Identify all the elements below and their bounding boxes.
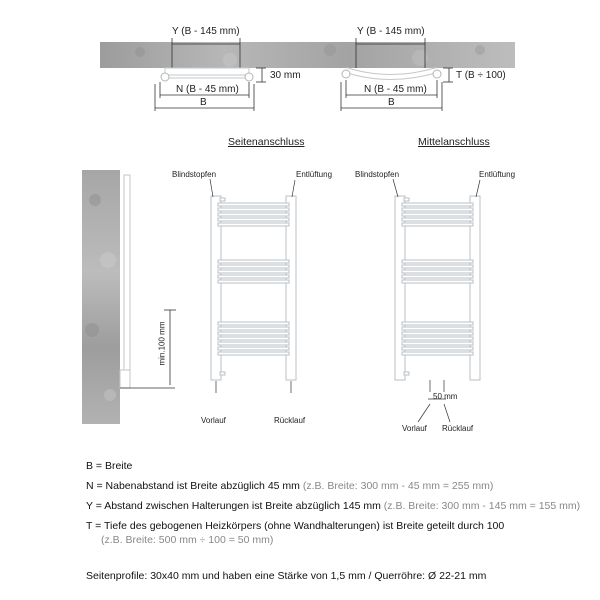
legend-b: B = Breite	[86, 460, 133, 472]
right-diagram-title: Mittelanschluss	[418, 136, 490, 148]
side-wall	[82, 170, 120, 424]
top-right-t-label: T (B ÷ 100)	[456, 70, 506, 81]
cross-tube	[402, 270, 473, 273]
top-right-t-dimension	[443, 68, 453, 82]
top-wall	[100, 42, 515, 68]
cross-tube	[218, 270, 289, 273]
legend-y: Y = Abstand zwischen Halterungen ist Breite abzüglich 145 mm (z.B. Breite: 300 mm - 145 mm = 155 mm)	[86, 500, 581, 512]
left-radiator	[211, 196, 296, 380]
top-right-b-label: B	[388, 97, 395, 108]
left-entlueftung-label: Entlüftung	[296, 170, 333, 179]
cross-tube	[402, 322, 473, 325]
cross-tube	[402, 337, 473, 340]
cross-tube	[218, 347, 289, 350]
cross-tube	[402, 352, 473, 355]
end-cap	[220, 198, 225, 201]
end-cap	[404, 198, 409, 201]
cross-tube	[402, 332, 473, 335]
top-left-n-label: N (B - 45 mm)	[176, 84, 239, 95]
end-cap	[404, 372, 409, 375]
top-right-y-label: Y (B - 145 mm)	[357, 26, 425, 37]
cross-tube	[218, 223, 289, 226]
cross-tube	[402, 280, 473, 283]
cross-tube	[218, 275, 289, 278]
right-spacing-label: 50 mm	[433, 392, 458, 401]
cross-tube	[402, 347, 473, 350]
cross-tube	[218, 265, 289, 268]
cross-tube	[402, 223, 473, 226]
cross-tube	[218, 342, 289, 345]
cross-tube	[218, 332, 289, 335]
top-left-radiator-plan	[161, 68, 253, 81]
cross-tube	[218, 280, 289, 283]
top-left-depth-label: 30 mm	[270, 70, 301, 81]
top-right-n-label: N (B - 45 mm)	[364, 84, 427, 95]
right-vorlauf-label: Vorlauf	[402, 424, 427, 433]
legend-n: N = Nabenabstand ist Breite abzüglich 45 mm (z.B. Breite: 300 mm - 45 mm = 255 mm)	[86, 480, 494, 492]
cross-tube	[402, 218, 473, 221]
left-blindstopfen-label: Blindstopfen	[172, 170, 217, 179]
right-blindstopfen-label: Blindstopfen	[355, 170, 400, 179]
left-diagram-title: Seitenanschluss	[228, 136, 305, 148]
cross-tube	[218, 208, 289, 211]
cross-tube	[218, 260, 289, 263]
cross-tube	[402, 275, 473, 278]
legend-t: T = Tiefe des gebogenen Heizkörpers (ohne Wandhalterungen) ist Breite geteilt durch 100	[86, 520, 505, 532]
legend-t-example: (z.B. Breite: 500 mm ÷ 100 = 50 mm)	[101, 534, 274, 546]
cross-tube	[218, 213, 289, 216]
left-ruecklauf-label: Rücklauf	[274, 416, 306, 425]
right-radiator	[395, 196, 480, 380]
top-right-radiator-plan	[342, 70, 441, 78]
end-cap	[220, 372, 225, 375]
cross-tube	[218, 337, 289, 340]
cross-tube	[402, 260, 473, 263]
cross-tube	[218, 203, 289, 206]
left-vorlauf-label: Vorlauf	[201, 416, 226, 425]
cross-tube	[402, 213, 473, 216]
cross-tube	[402, 208, 473, 211]
cross-tube	[402, 342, 473, 345]
cross-tube	[218, 327, 289, 330]
cross-tube	[402, 203, 473, 206]
cross-tube	[218, 322, 289, 325]
right-entlueftung-label: Entlüftung	[479, 170, 516, 179]
top-left-depth-dimension	[256, 68, 266, 82]
cross-tube	[402, 327, 473, 330]
side-radiator-profile	[120, 175, 130, 388]
cross-tube	[218, 352, 289, 355]
top-left-y-label: Y (B - 145 mm)	[172, 26, 240, 37]
side-min-label: min.100 mm	[157, 321, 167, 366]
cross-tube	[402, 265, 473, 268]
top-left-b-label: B	[200, 97, 207, 108]
legend-profile: Seitenprofile: 30x40 mm und haben eine Stärke von 1,5 mm / Querröhre: Ø 22-21 mm	[86, 570, 487, 582]
cross-tube	[218, 218, 289, 221]
right-ruecklauf-label: Rücklauf	[442, 424, 474, 433]
